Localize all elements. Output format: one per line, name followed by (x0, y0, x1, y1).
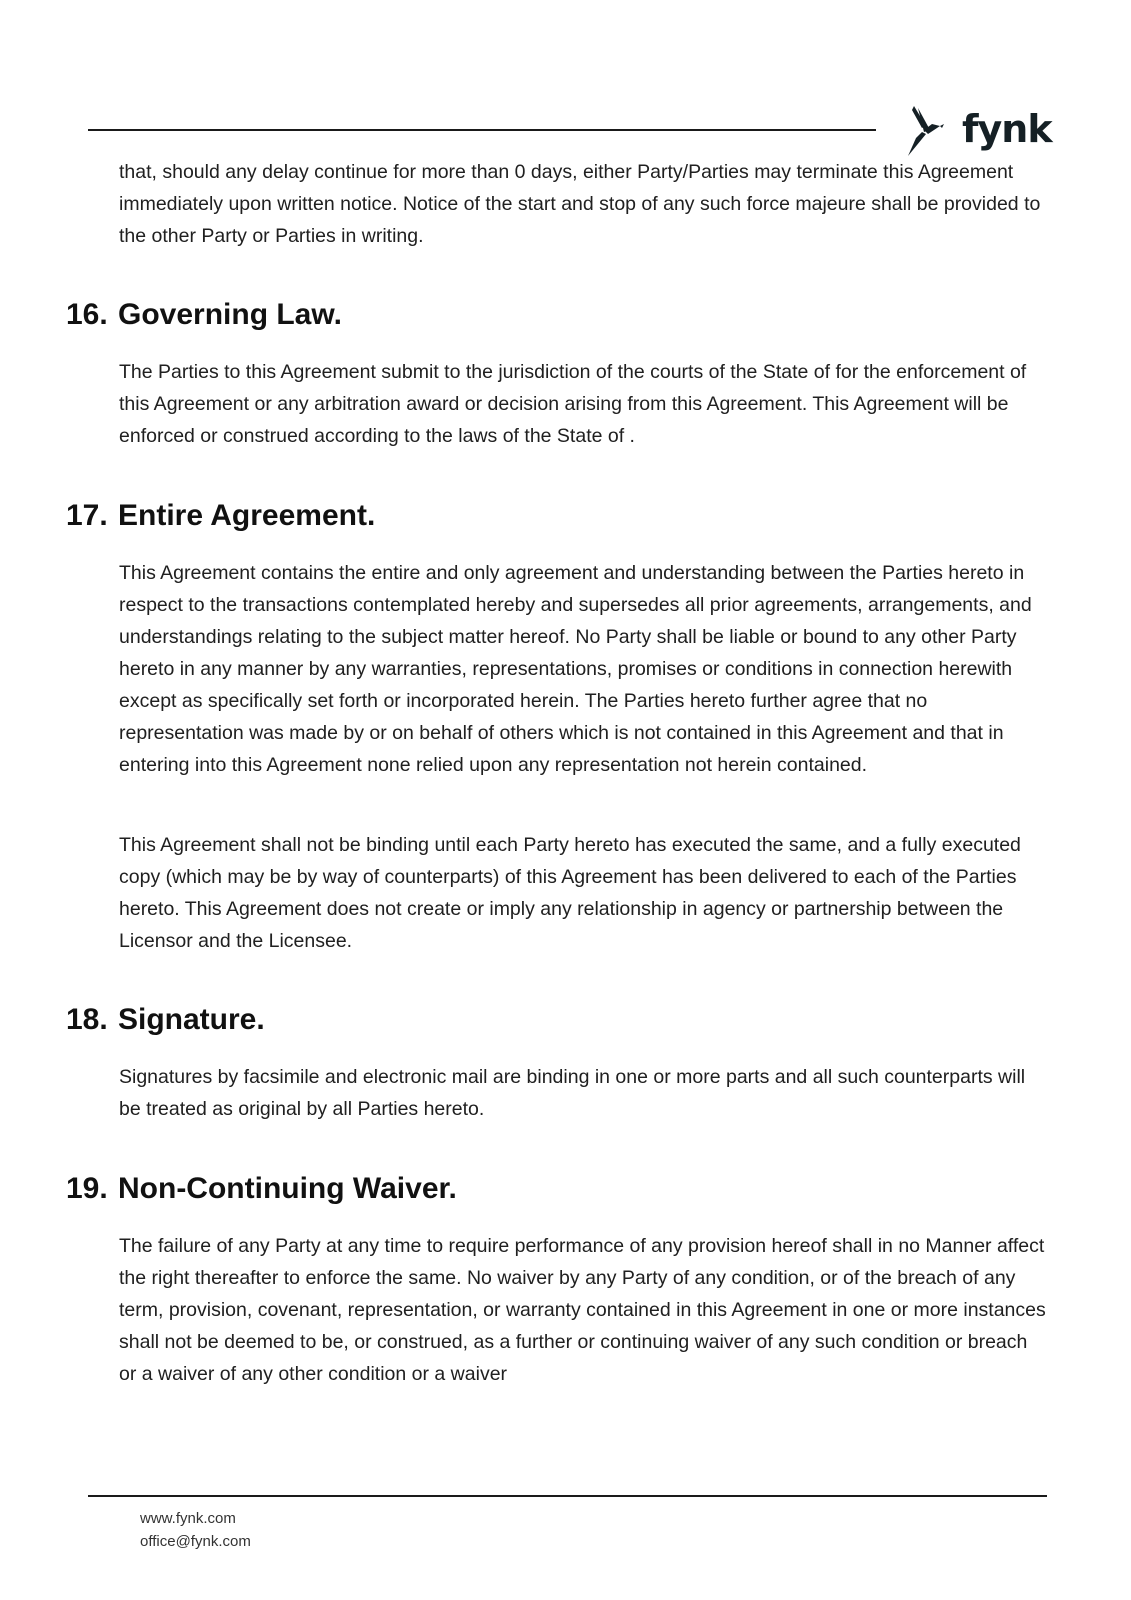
section-paragraph: The Parties to this Agreement submit to the jurisdiction of the courts of the State of for the enforcement of this Agreement or any arbitration award or decision arising from this Agreement. This Agreement will be enforced or construed according to the laws of the State of . (119, 361, 1027, 447)
section-heading (66, 296, 342, 334)
footer-website-link[interactable]: www.fynk.com (140, 1510, 236, 1527)
section-paragraph: This Agreement shall not be binding until each Party hereto has executed the same, and a fully executed copy (which may be by way of counterparts) of this Agreement has been delivered to each of the Parties hereto. This Agreement does not create or imply any relationship in agency or partnership between the Licensor and the Licensee. (119, 834, 1021, 952)
section-number: 16. (66, 298, 108, 331)
logo-wordmark: fynk (962, 107, 1052, 151)
section-number: 19. (66, 1172, 108, 1205)
section-title: Non-Continuing Waiver. (118, 1172, 457, 1205)
section-paragraph: This Agreement contains the entire and only agreement and understanding between the Parties hereto in respect to the transactions contemplated hereby and supersedes all prior agreements, arrangements, and understandings relating to the subject matter hereof. No Party shall be liable or bound to any other Party hereto in any manner by any warranties, representations, promises or conditions in connection herewith except as specifically set forth or incorporated herein. The Parties hereto further agree that no representation was made by or on behalf of others which is not contained in this Agreement and that in entering into this Agreement none relied upon any representation not herein contained. (119, 562, 1032, 776)
section-title: Governing Law. (118, 298, 342, 331)
section-number: 18. (66, 1003, 108, 1036)
footer-rule (88, 1495, 1047, 1497)
section-paragraph: Signatures by facsimile and electronic mail are binding in one or more parts and all such counterparts will be treated as original by all Parties hereto. (119, 1066, 1026, 1120)
section-title: Signature. (118, 1003, 265, 1036)
section-number: 17. (66, 499, 108, 532)
header-rule (88, 129, 876, 131)
continued-paragraph: that, should any delay continue for more than 0 days, either Party/Parties may terminate this Agreement immediately upon written notice. Notice of the start and stop of any such force majeure shall be provided to the other Party or Parties in writing. (119, 161, 1041, 247)
section-heading (66, 497, 375, 535)
section-heading (66, 1170, 457, 1208)
section-title: Entire Agreement. (118, 499, 376, 532)
bird-logo-icon (902, 104, 944, 160)
section-heading (66, 1001, 265, 1039)
section-paragraph: The failure of any Party at any time to require performance of any provision hereof shall in no Manner affect the right thereafter to enforce the same. No waiver by any Party of any condition, or of the breach of any term, provision, covenant, representation, or warranty contained in this Agreement in one or more instances shall not be deemed to be, or construed, as a further or continuing waiver of any such condition or breach or a waiver of any other condition or a waiver (119, 1235, 1046, 1385)
footer-email-link[interactable]: office@fynk.com (140, 1533, 251, 1550)
brand-logo (920, 104, 1050, 160)
